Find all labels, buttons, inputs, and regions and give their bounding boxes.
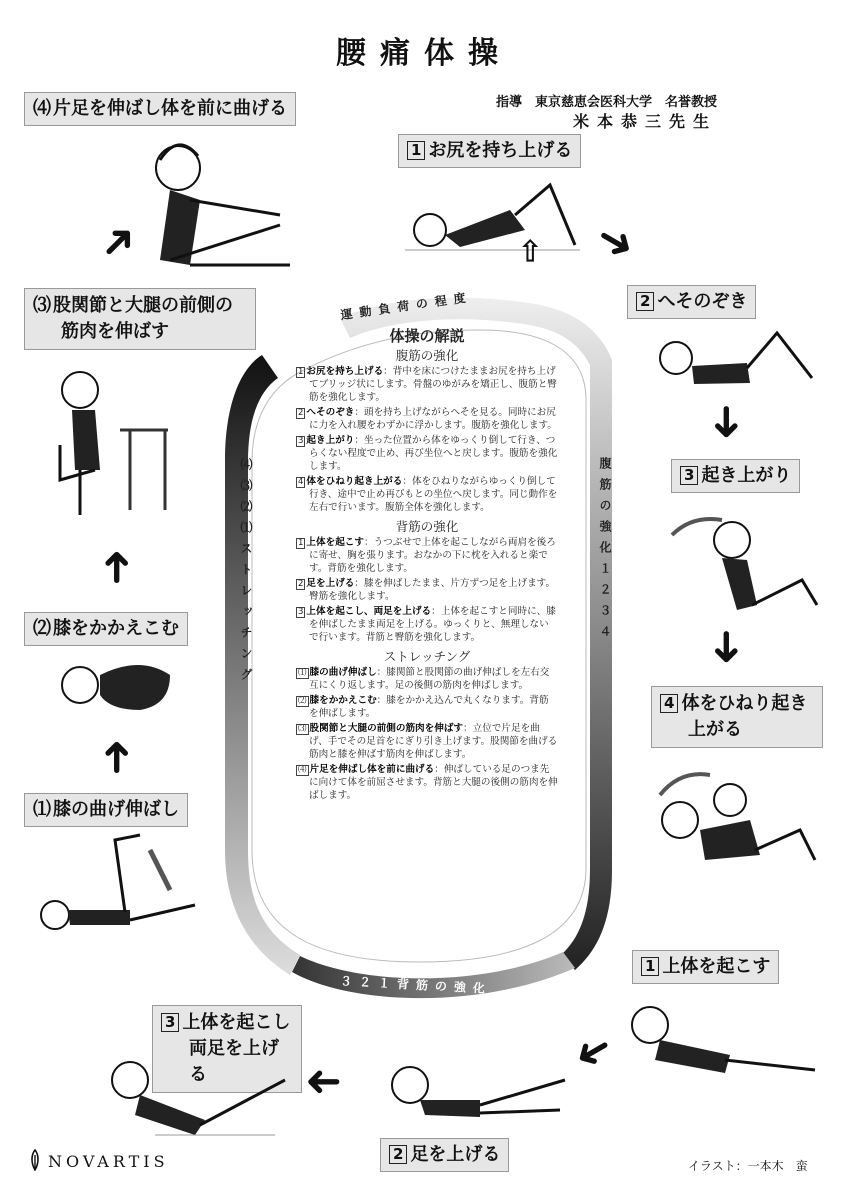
track-label-stretching: ⑷⑶⑵⑴ストレッチング xyxy=(239,458,253,689)
list-item: 3 起き上がり：坐った位置から体をゆっくり倒して行き、つらくない程度で止め、再び坐位へと戻します。腹筋を強化します。 xyxy=(298,435,558,472)
figure-illustration xyxy=(652,510,822,630)
figure-illustration xyxy=(30,830,200,940)
list-item: 2 足を上げる：膝を伸ばしたまま、片方ずつ足を上げます。臀筋を強化します。 xyxy=(298,578,556,602)
arrow-icon: ➜ xyxy=(305,1057,342,1108)
arrow-icon: ➜ xyxy=(701,403,753,441)
arrow-icon: ➜ xyxy=(701,628,753,666)
arrow-icon: ➜ xyxy=(87,210,150,273)
label-abdominal-4: 4 体をひねり起き 上がる xyxy=(651,686,823,748)
list-item: 1 お尻を持ち上げる：背中を床につけたままお尻を持ち上げてブリッジ状にします。骨盤のゆがみを矯正し、腹筋と臀筋を強化します。 xyxy=(298,366,557,403)
label-back-2: 2 足を上げる xyxy=(380,1138,509,1172)
label-stretch-3: ⑶ 股関節と大腿の前側の 筋肉を伸ばす xyxy=(24,288,256,350)
figure-illustration xyxy=(130,130,320,280)
figure-illustration xyxy=(95,1050,295,1145)
figure-illustration xyxy=(50,645,190,725)
explanation-panel xyxy=(296,327,558,804)
list-item: ⑵ 膝をかかえこむ：膝をかかえ込んで丸くなります。背筋を伸ばします。 xyxy=(298,695,549,719)
section-title: 腹筋の強化 xyxy=(395,348,459,363)
supervisor-name: 米本恭三先生 xyxy=(573,112,718,131)
list-item: 3 上体を起こし、両足を上げる：上体を起こすと同時に、膝を伸ばしたまま両足を上げる。ゆっくりと、無理しないで行います。背筋と臀筋を強化します。 xyxy=(298,606,556,643)
label-stretch-1: ⑴ 膝の曲げ伸ばし xyxy=(24,793,188,827)
list-item: ⑷ 片足を伸ばし体を前に曲げる：伸ばしている足のつま先に向けて体を前屈させます。背筋と大腿の後側の筋肉を伸ばします。 xyxy=(298,764,558,801)
figure-illustration xyxy=(40,360,170,520)
figure-illustration xyxy=(620,995,820,1085)
arrow-icon: ➜ xyxy=(564,1021,623,1084)
track-label-abdominal: 腹筋の強化１２３４ xyxy=(598,457,612,646)
arrow-icon: ➜ xyxy=(90,738,142,776)
label-back-1: 1 上体を起こす xyxy=(632,950,779,984)
section-title: ストレッチング xyxy=(383,649,471,664)
page-title: 腰痛体操 xyxy=(336,36,512,71)
arrow-icon: ⇨ xyxy=(512,237,548,263)
list-item: ⑴ 膝の曲げ伸ばし：膝関節と股関節の曲げ伸ばしを左右交互にくり返します。足の後側の筋肉を伸ばします。 xyxy=(298,667,550,691)
label-stretch-4: ⑷ 片足を伸ばし体を前に曲げる xyxy=(24,92,296,126)
list-item: 2 へそのぞき：頭を持ち上げながらへそを見る。同時にお尻に力を入れ腰をわずかに浮かします。腹筋を強化します。 xyxy=(298,407,557,431)
arrow-icon: ➜ xyxy=(586,210,645,273)
list-item: 4 体をひねり起き上がる：体をひねりながらゆっくり倒して行き、途中で止め再びもとの坐位へ戻します。同じ動作を左右で行います。腹筋全体を強化します。 xyxy=(298,476,558,513)
label-abdominal-2: 2 へそのぞき xyxy=(627,285,756,319)
brand-logo: NOVARTIS xyxy=(28,1149,169,1171)
track-label-load: 運動負荷の程度 xyxy=(339,289,474,323)
label-back-3: 3 上体を起こし 両足を上げる xyxy=(152,1005,302,1093)
supervisor-affiliation: 指導 東京慈恵会医科大学 名誉教授 xyxy=(496,95,718,110)
list-item: 1 上体を起こす：うつぶせで上体を起こしながら両肩を後ろに寄せ、胸を張ります。おなかの下に枕を入れると楽です。背筋を強化します。 xyxy=(298,537,556,574)
novartis-logo-icon xyxy=(28,1149,42,1171)
explanation-heading: 体操の解説 xyxy=(389,327,465,345)
section-title: 背筋の強化 xyxy=(395,519,459,534)
illustration-credit: イラスト：一本木 蛮 xyxy=(688,1159,808,1173)
figure-illustration xyxy=(400,175,590,265)
label-abdominal-3: 3 起き上がり xyxy=(671,459,800,493)
track-label-back: ３２１背筋の強化 xyxy=(339,974,493,996)
figure-illustration xyxy=(652,318,822,398)
label-stretch-2: ⑵ 膝をかかえこむ xyxy=(24,612,188,646)
arrow-icon: ➜ xyxy=(90,548,142,586)
list-item: ⑶ 股関節と大腿の前側の筋肉を伸ばす：立位で片足を曲げ、手でその足首をにぎり引き上げます。股関節を曲げる筋肉と膝を伸ばす筋肉を伸ばします。 xyxy=(298,723,558,760)
label-abdominal-1: 1 お尻を持ち上げる xyxy=(398,134,581,168)
figure-illustration xyxy=(640,760,820,880)
figure-illustration xyxy=(370,1055,570,1135)
